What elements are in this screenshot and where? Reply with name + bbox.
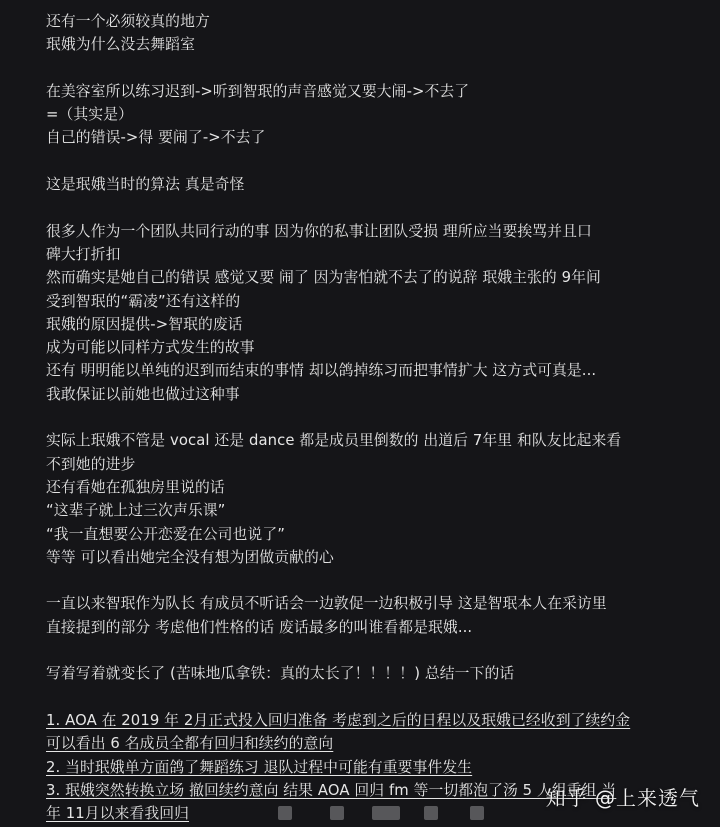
summary-line: 3. 珉娥突然转换立场 撤回续约意向 结果 AOA 回归 fm 等一切都泡了汤 5 人组重组 当 (46, 781, 617, 799)
text-line: 受到智珉的“霸凌”还有这样的 (46, 292, 241, 310)
text-line: =（其实是） (46, 106, 133, 124)
text-line: 自己的错误->得 要闹了->不去了 (46, 129, 266, 147)
blank-line (46, 406, 710, 429)
text-line: 这是珉娥当时的算法 真是奇怪 (46, 176, 245, 194)
summary-line: 可以看出 6 名成员全都有回归和续约的意向 (46, 735, 334, 753)
text-line: 直接提到的部分 考虑他们性格的话 废话最多的叫谁看都是珉娥... (46, 618, 473, 636)
text-line: 碑大打折扣 (46, 245, 121, 263)
blur-block (278, 806, 292, 820)
text-line: 实际上珉娥不管是 vocal 还是 dance 都是成员里倒数的 出道后 7年里 和队友比起来看 (46, 432, 622, 450)
text-line: 成为可能以同样方式发生的故事 (46, 339, 255, 357)
blur-block (372, 806, 400, 820)
note-text (46, 10, 710, 825)
text-line: 珉娥为什么没去舞蹈室 (46, 36, 195, 54)
blank-line (46, 569, 710, 592)
text-line: 等等 可以看出她完全没有想为团做贡献的心 (46, 548, 334, 566)
text-line: 不到她的进步 (46, 455, 136, 473)
text-line: 一直以来智珉作为队长 有成员不听话会一边敦促一边积极引导 这是智珉本人在采访里 (46, 595, 607, 613)
text-line: 我敢保证以前她也做过这种事 (46, 385, 240, 403)
zhihu-watermark: 知乎 @上来透气 (545, 786, 700, 810)
blur-block (330, 806, 344, 820)
summary-line: 年 11月以来看我回归 (46, 805, 190, 823)
blur-block (424, 806, 438, 820)
text-line: 很多人作为一个团队共同行动的事 因为你的私事让团队受损 理所应当要挨骂并且口 (46, 222, 592, 240)
blank-line (46, 196, 710, 219)
summary-line: 2. 当时珉娥单方面鸽了舞蹈练习 退队过程中可能有重要事件发生 (46, 758, 473, 776)
text-line: 还有一个必须较真的地方 (46, 13, 210, 30)
blank-line (46, 639, 710, 662)
text-line: “这辈子就上过三次声乐课” (46, 502, 226, 520)
text-line: “我一直想要公开恋爱在公司也说了” (46, 525, 285, 543)
text-line: 写着写着就变长了 (苦味地瓜拿铁：真的太长了！！！！) 总结一下的话 (46, 665, 515, 683)
text-line: 在美容室所以练习迟到->听到智珉的声音感觉又要大闹->不去了 (46, 82, 470, 100)
text-line: 珉娥的原因提供->智珉的废话 (46, 315, 243, 333)
summary-line: 1. AOA 在 2019 年 2月正式投入回归准备 考虑到之后的日程以及珉娥已经收到了续约金 (46, 711, 631, 729)
blank-line (46, 57, 710, 80)
text-line: 然而确实是她自己的错误 感觉又要 闹了 因为害怕就不去了的说辞 珉娥主张的 9年间 (46, 269, 601, 287)
blank-line (46, 150, 710, 173)
text-line: 还有看她在孤独房里说的话 (46, 478, 225, 496)
blur-block (470, 806, 484, 820)
blank-line (46, 686, 710, 709)
text-line: 还有 明明能以单纯的迟到而结束的事情 却以鸽掉练习而把事情扩大 这方式可真是... (46, 362, 597, 380)
